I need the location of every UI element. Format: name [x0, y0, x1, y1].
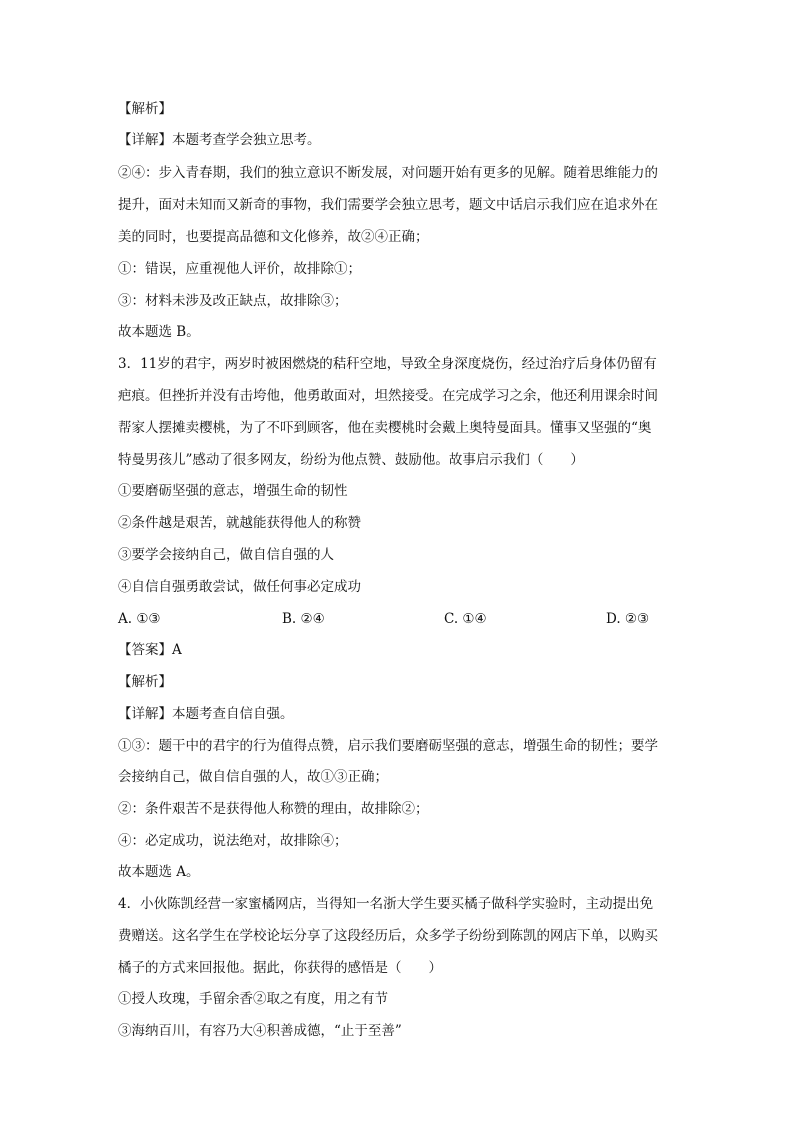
- answer-line: 【答案】A: [118, 642, 182, 658]
- detail-line: 【详解】本题考查学会独立思考。: [118, 132, 321, 148]
- explanation-line: 提升，面对未知而又新奇的事物，我们需要学会独立思考，题文中话启示我们应在追求外在: [118, 197, 658, 213]
- statement-item: ①授人玫瑰，手留余香②取之有度，用之有节: [118, 991, 388, 1007]
- explanation-line: ④：必定成功，说法绝对，故排除④；: [118, 833, 348, 849]
- question-3-stem: 帮家人摆摊卖樱桃，为了不吓到顾客，他在卖樱桃时会戴上奥特曼面具。懂事又坚强的“奥: [118, 420, 652, 436]
- detail-line: 【详解】本题考查自信自强。: [118, 706, 294, 722]
- statement-item: ②条件越是艰苦，就越能获得他人的称赞: [118, 515, 361, 531]
- question-4-stem: 4．小伙陈凯经营一家蜜橘网店，当得知一名浙大学生要买橘子做科学实验时，主动提出免: [118, 896, 654, 912]
- explanation-line: ①③：题干中的君宇的行为值得点赞，启示我们要磨砺坚强的意志，增强生命的韧性；要学: [118, 738, 658, 754]
- option-a: A. ①③: [118, 611, 161, 627]
- section-heading-analysis: 【解析】: [118, 101, 172, 117]
- explanation-line: ②：条件艰苦不是获得他人称赞的理由，故排除②；: [118, 801, 429, 817]
- explanation-line: ②④：步入青春期，我们的独立意识不断发展，对问题开始有更多的见解。随着思维能力的: [118, 165, 658, 181]
- option-c: C. ①④: [444, 611, 487, 627]
- question-4-stem: 橘子的方式来回报他。据此，你获得的感悟是（ ）: [118, 960, 442, 976]
- question-3-stem: 3．11岁的君宇，两岁时被困燃烧的秸秆空地，导致全身深度烧伤，经过治疗后身体仍留有: [118, 356, 657, 372]
- question-3-stem: 特曼男孩儿”感动了很多网友，纷纷为他点赞、鼓励他。故事启示我们（ ）: [118, 452, 584, 468]
- statement-item: ①要磨砺坚强的意志，增强生命的韧性: [118, 483, 348, 499]
- option-b: B. ②④: [282, 611, 325, 627]
- statement-item: ③要学会接纳自己，做自信自强的人: [118, 547, 334, 563]
- conclusion-line: 故本题选 A。: [118, 864, 200, 880]
- statement-item: ④自信自强勇敢尝试，做任何事必定成功: [118, 579, 361, 595]
- question-3-stem: 疤痕。但挫折并没有击垮他，他勇敢面对，坦然接受。在完成学习之余，他还利用课余时间: [118, 388, 658, 404]
- explanation-line: ③：材料未涉及改正缺点，故排除③；: [118, 293, 348, 309]
- option-d: D. ②③: [606, 611, 650, 627]
- explanation-line: 美的同时，也要提高品德和文化修养，故②④正确；: [118, 229, 429, 245]
- explanation-line: ①：错误，应重视他人评价，故排除①；: [118, 261, 361, 277]
- section-heading-analysis: 【解析】: [118, 674, 172, 690]
- explanation-line: 会接纳自己，做自信自强的人，故①③正确；: [118, 769, 388, 785]
- conclusion-line: 故本题选 B。: [118, 324, 200, 340]
- question-4-stem: 费赠送。这名学生在学校论坛分享了这段经历后，众多学子纷纷到陈凯的网店下单，以购买: [118, 928, 658, 944]
- statement-item: ③海纳百川，有容乃大④积善成德，“止于至善”: [118, 1023, 402, 1039]
